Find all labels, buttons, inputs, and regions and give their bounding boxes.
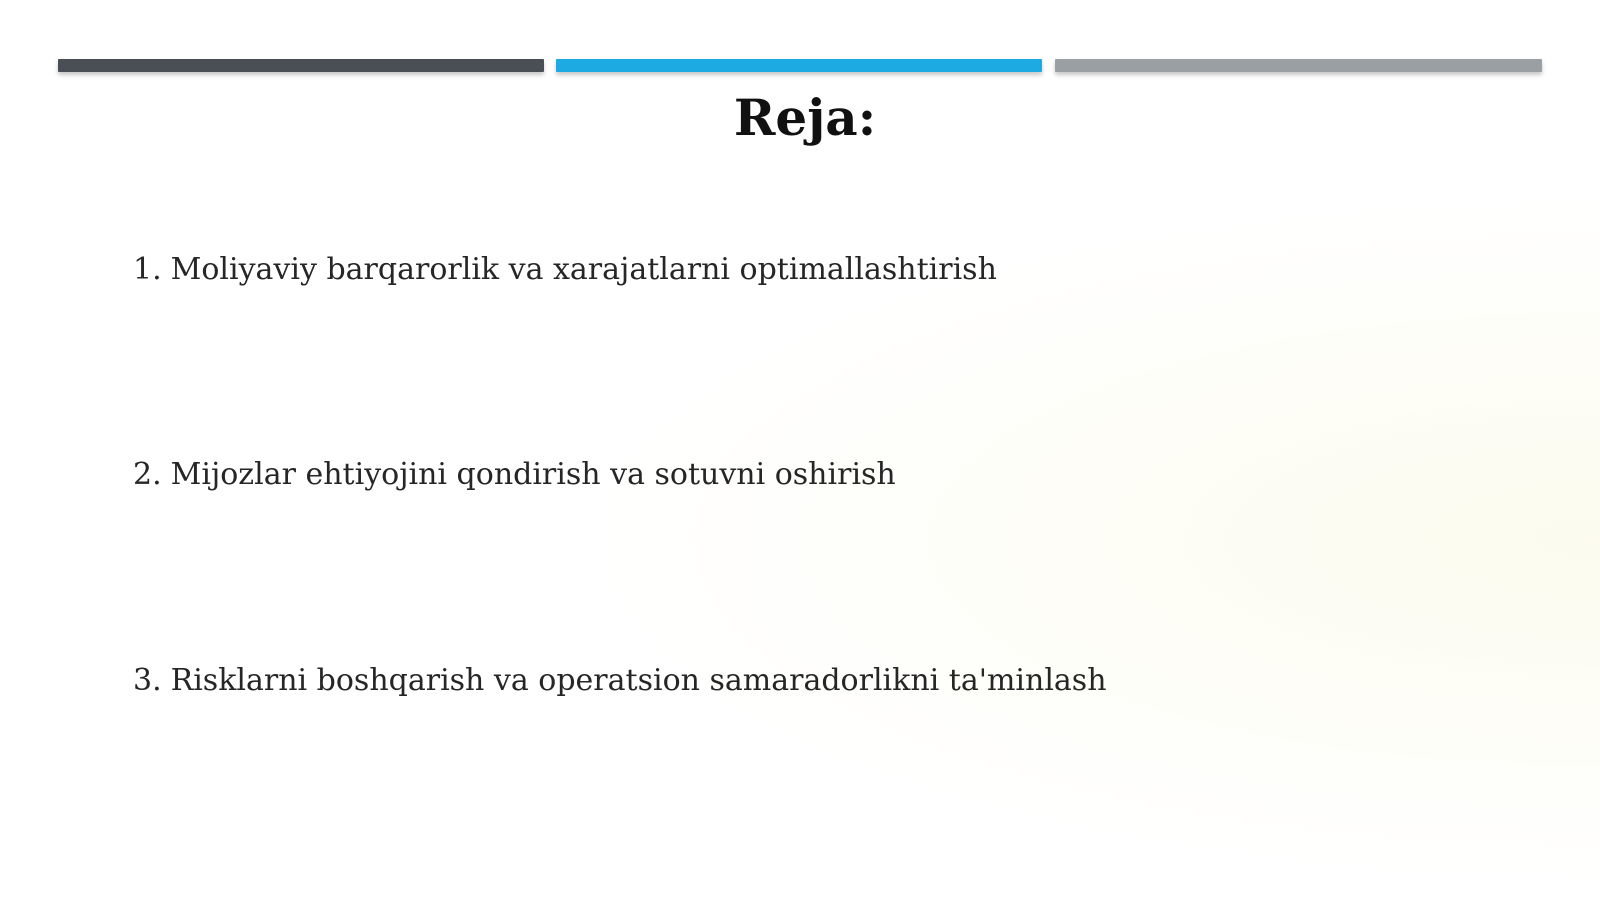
plan-item-text: Moliyaviy barqarorlik va xarajatlarni optimallashtirish <box>170 252 997 287</box>
plan-item-number: 1. <box>133 252 162 287</box>
plan-item <box>133 661 1107 701</box>
accent-bar-dark <box>58 59 544 72</box>
plan-item <box>133 250 997 290</box>
slide-title: Reja: <box>733 88 877 147</box>
top-accent-bars <box>58 59 1542 73</box>
accent-bar-blue <box>556 59 1042 72</box>
accent-bar-gray <box>1055 59 1542 72</box>
plan-item <box>133 455 896 495</box>
plan-item-number: 2. <box>133 457 162 492</box>
plan-item-text: Risklarni boshqarish va operatsion samaradorlikni ta'minlash <box>170 663 1107 698</box>
plan-item-number: 3. <box>133 663 162 698</box>
plan-item-text: Mijozlar ehtiyojini qondirish va sotuvni oshirish <box>170 457 896 492</box>
